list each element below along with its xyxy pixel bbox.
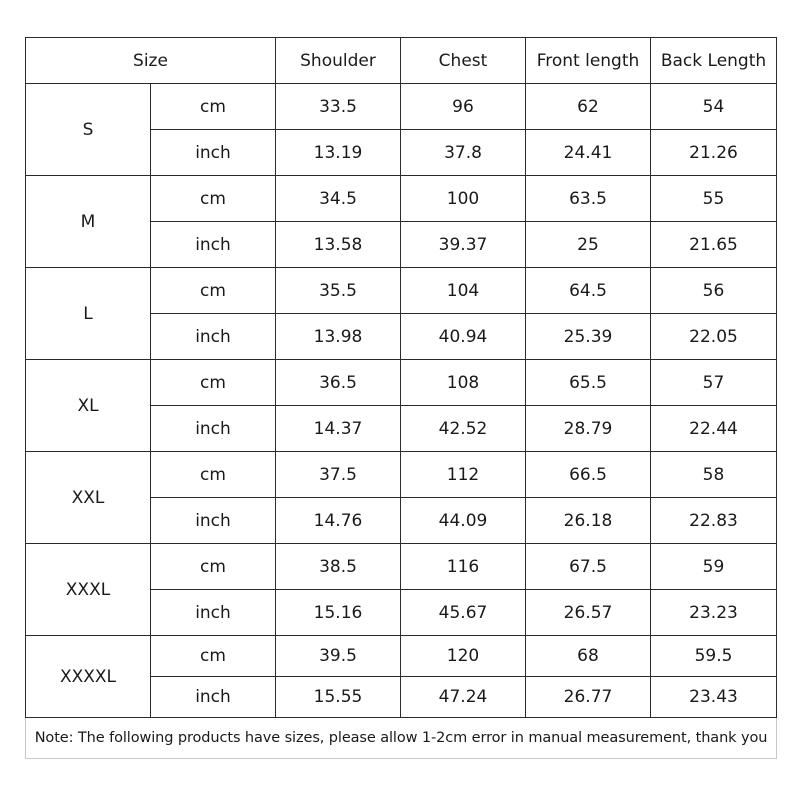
front-length-value: 68 xyxy=(526,636,651,677)
unit-cell: inch xyxy=(151,314,276,360)
shoulder-value: 14.76 xyxy=(276,498,401,544)
front-length-value: 24.41 xyxy=(526,130,651,176)
unit-cell: cm xyxy=(151,84,276,130)
chest-value: 37.8 xyxy=(401,130,526,176)
chest-value: 40.94 xyxy=(401,314,526,360)
front-length-value: 66.5 xyxy=(526,452,651,498)
shoulder-value: 36.5 xyxy=(276,360,401,406)
size-chart-body xyxy=(26,38,777,759)
header-shoulder: Shoulder xyxy=(276,38,401,84)
back-length-value: 22.83 xyxy=(651,498,777,544)
size-name: XXXXL xyxy=(26,636,151,718)
back-length-value: 59.5 xyxy=(651,636,777,677)
size-chart xyxy=(25,37,776,759)
table-row xyxy=(26,544,777,590)
table-row xyxy=(26,84,777,130)
table-row xyxy=(26,176,777,222)
chest-value: 116 xyxy=(401,544,526,590)
unit-cell: cm xyxy=(151,636,276,677)
back-length-value: 22.05 xyxy=(651,314,777,360)
chest-value: 104 xyxy=(401,268,526,314)
back-length-value: 57 xyxy=(651,360,777,406)
chest-value: 44.09 xyxy=(401,498,526,544)
back-length-value: 59 xyxy=(651,544,777,590)
note-row xyxy=(26,718,777,759)
shoulder-value: 39.5 xyxy=(276,636,401,677)
back-length-value: 55 xyxy=(651,176,777,222)
unit-cell: inch xyxy=(151,677,276,718)
shoulder-value: 15.55 xyxy=(276,677,401,718)
table-row xyxy=(26,268,777,314)
header-chest: Chest xyxy=(401,38,526,84)
shoulder-value: 38.5 xyxy=(276,544,401,590)
chest-value: 96 xyxy=(401,84,526,130)
shoulder-value: 35.5 xyxy=(276,268,401,314)
chest-value: 120 xyxy=(401,636,526,677)
front-length-value: 64.5 xyxy=(526,268,651,314)
unit-cell: cm xyxy=(151,176,276,222)
table-row xyxy=(26,452,777,498)
size-name: L xyxy=(26,268,151,360)
front-length-value: 26.77 xyxy=(526,677,651,718)
header-front-length: Front length xyxy=(526,38,651,84)
unit-cell: cm xyxy=(151,452,276,498)
back-length-value: 22.44 xyxy=(651,406,777,452)
unit-cell: inch xyxy=(151,222,276,268)
back-length-value: 21.65 xyxy=(651,222,777,268)
unit-cell: cm xyxy=(151,268,276,314)
chest-value: 42.52 xyxy=(401,406,526,452)
unit-cell: cm xyxy=(151,544,276,590)
shoulder-value: 14.37 xyxy=(276,406,401,452)
back-length-value: 23.23 xyxy=(651,590,777,636)
header-size: Size xyxy=(26,38,276,84)
unit-cell: inch xyxy=(151,590,276,636)
front-length-value: 26.18 xyxy=(526,498,651,544)
table-row xyxy=(26,636,777,677)
front-length-value: 63.5 xyxy=(526,176,651,222)
unit-cell: inch xyxy=(151,406,276,452)
back-length-value: 23.43 xyxy=(651,677,777,718)
front-length-value: 25 xyxy=(526,222,651,268)
front-length-value: 65.5 xyxy=(526,360,651,406)
shoulder-value: 34.5 xyxy=(276,176,401,222)
chest-value: 100 xyxy=(401,176,526,222)
size-name: XXL xyxy=(26,452,151,544)
shoulder-value: 33.5 xyxy=(276,84,401,130)
header-back-length: Back Length xyxy=(651,38,777,84)
size-name: XL xyxy=(26,360,151,452)
unit-cell: inch xyxy=(151,498,276,544)
size-name: XXXL xyxy=(26,544,151,636)
shoulder-value: 15.16 xyxy=(276,590,401,636)
back-length-value: 21.26 xyxy=(651,130,777,176)
shoulder-value: 13.19 xyxy=(276,130,401,176)
front-length-value: 62 xyxy=(526,84,651,130)
unit-cell: inch xyxy=(151,130,276,176)
chest-value: 39.37 xyxy=(401,222,526,268)
shoulder-value: 37.5 xyxy=(276,452,401,498)
chest-value: 108 xyxy=(401,360,526,406)
size-name: S xyxy=(26,84,151,176)
back-length-value: 54 xyxy=(651,84,777,130)
front-length-value: 25.39 xyxy=(526,314,651,360)
unit-cell: cm xyxy=(151,360,276,406)
shoulder-value: 13.98 xyxy=(276,314,401,360)
size-name: M xyxy=(26,176,151,268)
measurement-note: Note: The following products have sizes, please allow 1-2cm error in manual measurement, thank you xyxy=(26,718,777,759)
shoulder-value: 13.58 xyxy=(276,222,401,268)
size-chart-table xyxy=(25,37,777,759)
chest-value: 112 xyxy=(401,452,526,498)
table-row xyxy=(26,360,777,406)
chest-value: 47.24 xyxy=(401,677,526,718)
header-row xyxy=(26,38,777,84)
back-length-value: 56 xyxy=(651,268,777,314)
front-length-value: 67.5 xyxy=(526,544,651,590)
chest-value: 45.67 xyxy=(401,590,526,636)
back-length-value: 58 xyxy=(651,452,777,498)
front-length-value: 26.57 xyxy=(526,590,651,636)
front-length-value: 28.79 xyxy=(526,406,651,452)
